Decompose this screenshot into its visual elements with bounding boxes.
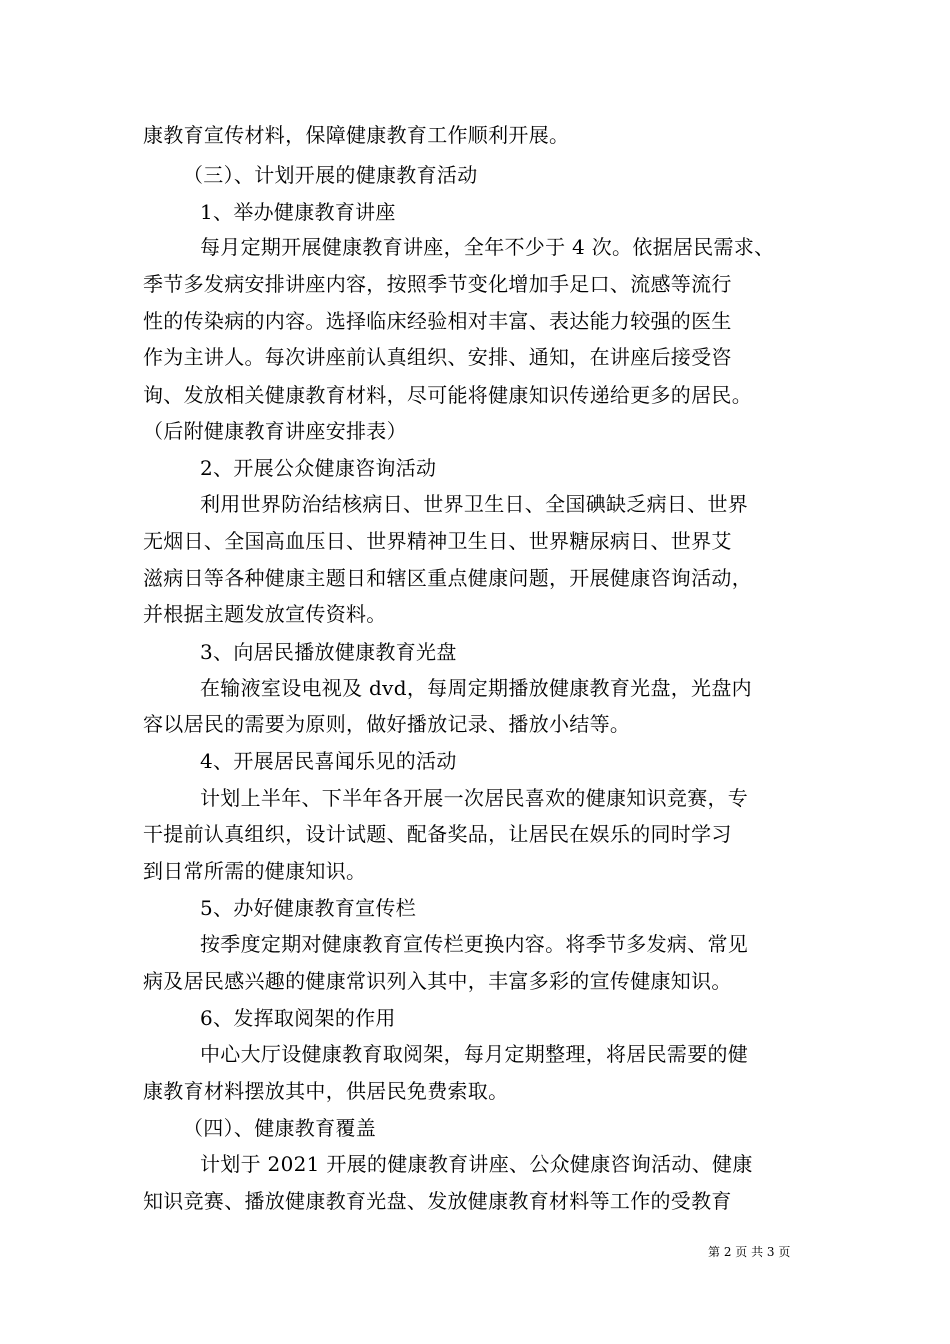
paragraph-line: 干提前认真组织，设计试题、配备奖品，让居民在娱乐的同时学习 [143,822,732,846]
paragraph-line: 康教育宣传材料，保障健康教育工作顺利开展。 [143,123,570,147]
page-number: 第 2 页 共 3 页 [708,1245,791,1259]
subsection-heading: 3、向居民播放健康教育光盘 [200,640,457,664]
paragraph-line: 到日常所需的健康知识。 [143,859,367,883]
paragraph-line: 滋病日等各种健康主题日和辖区重点健康问题，开展健康咨询活动， [143,566,752,590]
paragraph-line: 作为主讲人。每次讲座前认真组织、安排、通知，在讲座后接受咨 [143,345,732,369]
paragraph-line: 康教育材料摆放其中，供居民免费索取。 [143,1079,509,1103]
paragraph-line: 中心大厅设健康教育取阅架，每月定期整理，将居民需要的健 [200,1042,749,1066]
subsection-heading: 1、举办健康教育讲座 [200,200,396,224]
subsection-heading: 2、开展公众健康咨询活动 [200,456,437,480]
subsection-heading: 5、办好健康教育宣传栏 [200,896,417,920]
subsection-heading: 6、发挥取阅架的作用 [200,1006,396,1030]
paragraph-line: 容以居民的需要为原则，做好播放记录、播放小结等。 [143,712,631,736]
paragraph-line: 每月定期开展健康教育讲座，全年不少于 4 次。依据居民需求、 [200,235,775,259]
paragraph-line: 季节多发病安排讲座内容，按照季节变化增加手足口、流感等流行 [143,272,732,296]
subsection-heading: 4、开展居民喜闻乐见的活动 [200,749,457,773]
paragraph-line: 病及居民感兴趣的健康常识列入其中，丰富多彩的宣传健康知识。 [143,969,732,993]
paragraph-line: 无烟日、全国高血压日、世界精神卫生日、世界糖尿病日、世界艾 [143,529,732,553]
paragraph-line: 计划上半年、下半年各开展一次居民喜欢的健康知识竞赛，专 [200,786,749,810]
paragraph-line: 利用世界防治结核病日、世界卫生日、全国碘缺乏病日、世界 [200,492,749,516]
section-heading: （三）、计划开展的健康教育活动 [183,163,478,187]
paragraph-line: 并根据主题发放宣传资料。 [143,602,387,626]
paragraph-line: 计划于 2021 开展的健康教育讲座、公众健康咨询活动、健康 [200,1152,753,1176]
paragraph-line: 询、发放相关健康教育材料，尽可能将健康知识传递给更多的居民。 [143,383,752,407]
section-heading: （四）、健康教育覆盖 [183,1116,376,1140]
paragraph-line: （后附健康教育讲座安排表） [143,419,407,443]
paragraph-line: 在输液室设电视及 dvd，每周定期播放健康教育光盘，光盘内 [200,676,752,700]
paragraph-line: 性的传染病的内容。选择临床经验相对丰富、表达能力较强的医生 [143,309,732,333]
paragraph-line: 按季度定期对健康教育宣传栏更换内容。将季节多发病、常见 [200,932,749,956]
paragraph-line: 知识竞赛、播放健康教育光盘、发放健康教育材料等工作的受教育 [143,1189,732,1213]
